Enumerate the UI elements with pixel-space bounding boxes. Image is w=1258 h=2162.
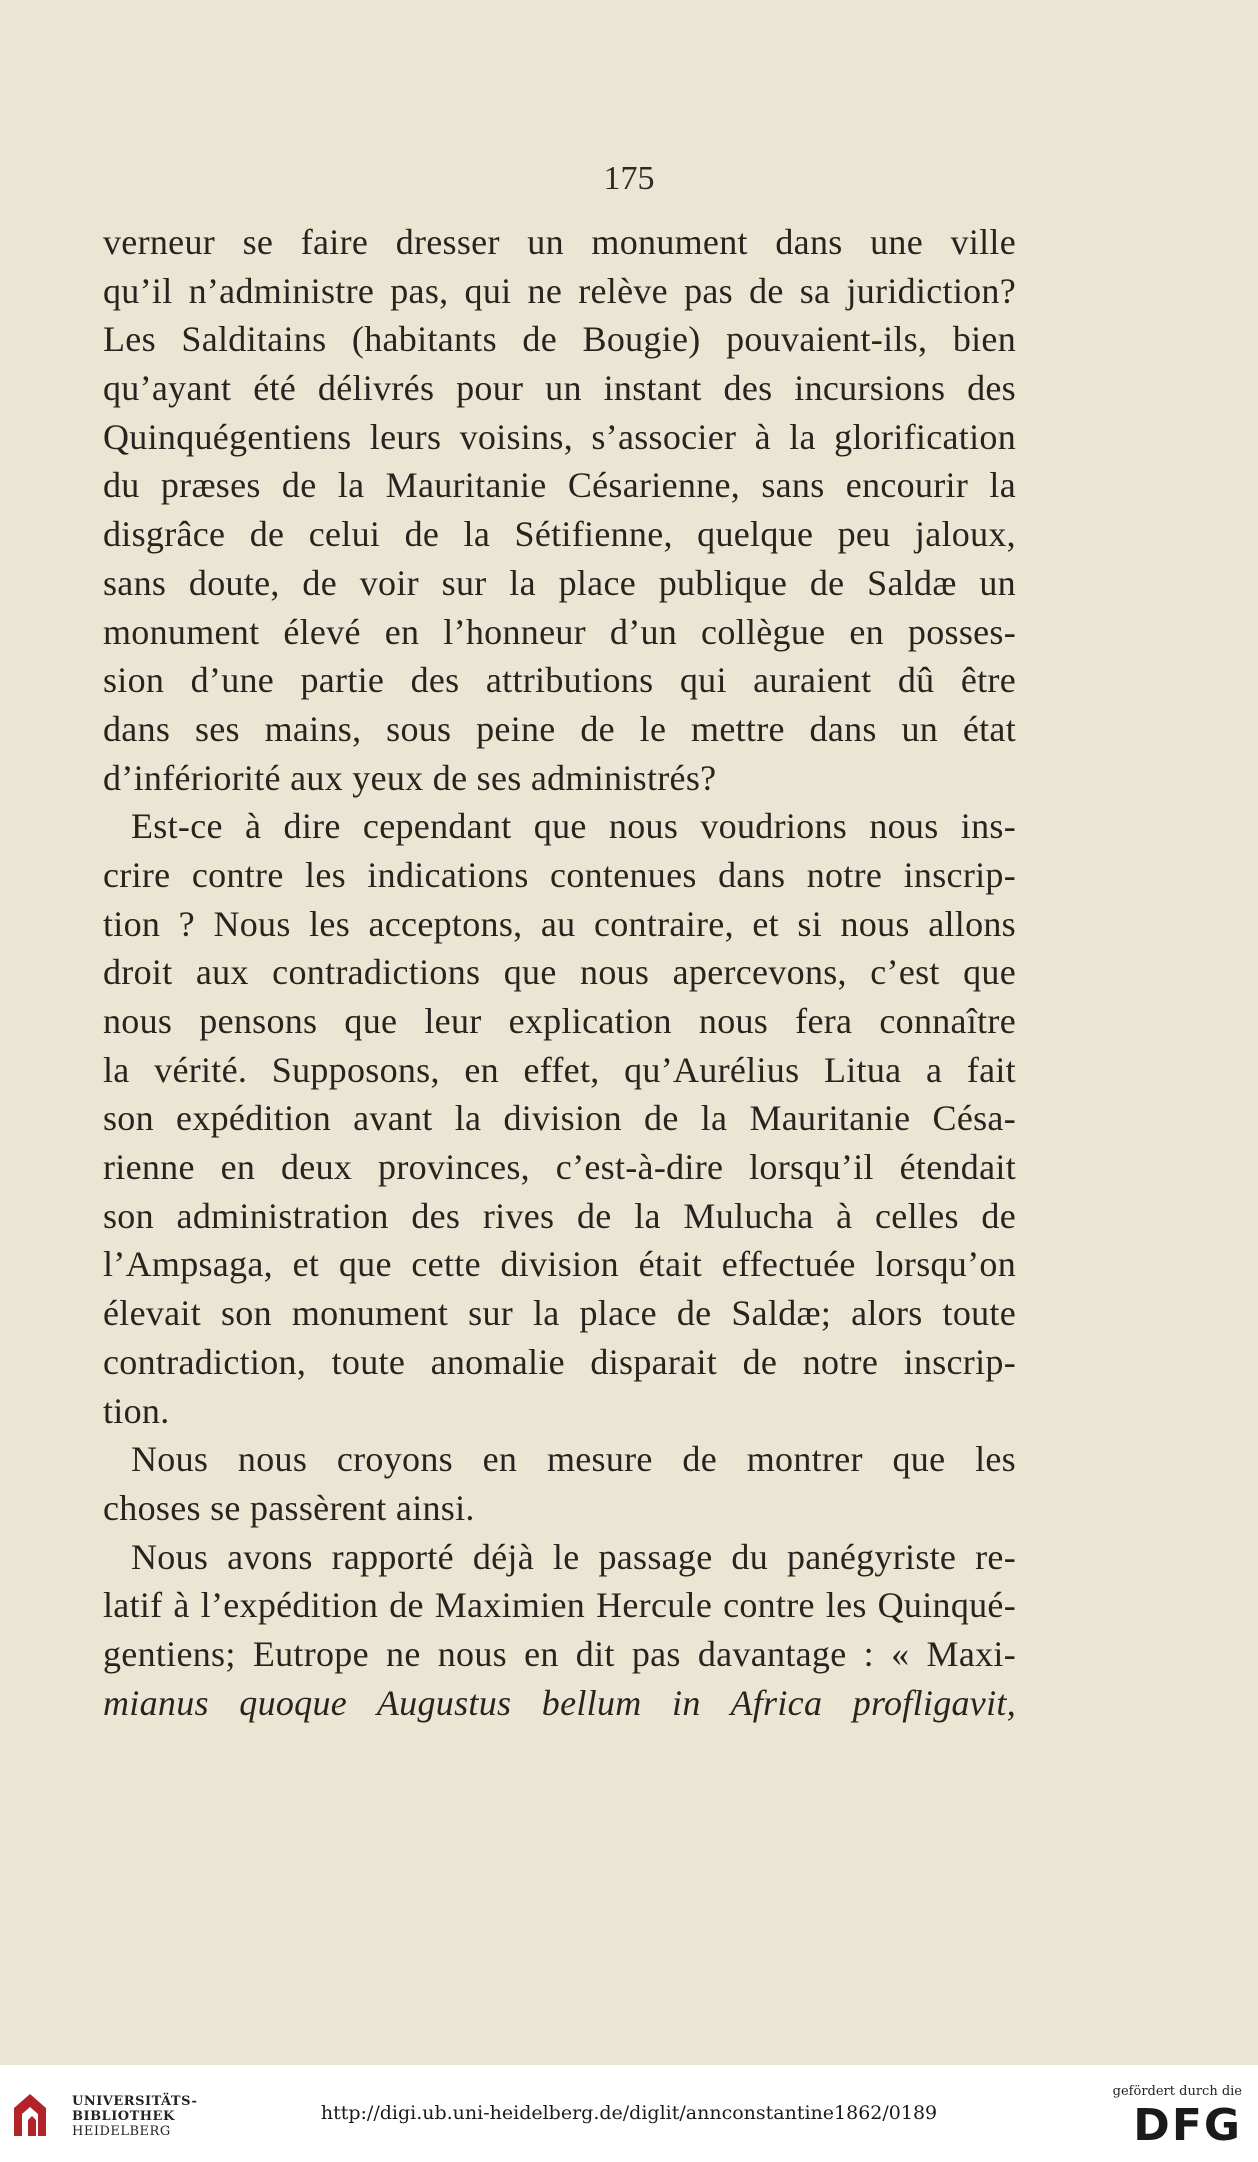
text-line: gentiens; Eutrope ne nous en dit pas davantage : « Maxi-	[103, 1633, 1016, 1674]
text-line: Est-ce à dire cependant que nous voudrions nous ins-	[131, 806, 1016, 847]
body-text	[103, 218, 1016, 1727]
text-line: crire contre les indications contenues dans notre inscrip-	[103, 854, 1016, 895]
text-line: élevait son monument sur la place de Saldæ; alors toute	[103, 1293, 1016, 1334]
text-line: Nous nous croyons en mesure de montrer que les	[131, 1439, 1016, 1480]
text-line: son administration des rives de la Mulucha à celles de	[103, 1195, 1016, 1236]
text-line: tion ? Nous les acceptons, au contraire, et si nous allons	[103, 903, 1016, 944]
text-line: Nous avons rapporté déjà le passage du panégyriste re-	[131, 1536, 1016, 1577]
source-url-link[interactable]: http://digi.ub.uni-heidelberg.de/diglit/annconstantine1862/0189	[320, 2102, 938, 2124]
text-line: choses se passèrent ainsi.	[103, 1487, 475, 1528]
text-line: latif à l’expédition de Maximien Hercule contre les Quinqué-	[103, 1585, 1016, 1626]
text-line: Les Salditains (habitants de Bougie) pouvaient-ils, bien	[103, 319, 1016, 360]
text-line: l’Ampsaga, et que cette division était effectuée lorsqu’on	[103, 1244, 1016, 1285]
library-name-line: HEIDELBERG	[72, 2124, 171, 2139]
text-line: mianus quoque Augustus bellum in Africa profligavit,	[103, 1682, 1016, 1723]
text-line: disgrâce de celui de la Sétifienne, quelque peu jaloux,	[103, 514, 1016, 555]
text-line: sans doute, de voir sur la place publique de Saldæ un	[103, 562, 1016, 603]
funder-caption: gefördert durch die	[1112, 2084, 1242, 2099]
funder-logo: DFG	[1133, 2100, 1242, 2151]
library-name-line: UNIVERSITÄTS-	[72, 2094, 198, 2109]
text-line: droit aux contradictions que nous apercevons, c’est que	[103, 952, 1016, 993]
text-line: qu’ayant été délivrés pour un instant des incursions des	[103, 368, 1016, 409]
text-line: d’infériorité aux yeux de ses administrés?	[103, 757, 717, 798]
text-line: verneur se faire dresser un monument dans une ville	[103, 222, 1016, 262]
text-line: tion.	[103, 1390, 170, 1431]
text-line: du præses de la Mauritanie Césarienne, sans encourir la	[103, 465, 1016, 506]
page-number: 175	[603, 160, 655, 197]
text-line: sion d’une partie des attributions qui auraient dû être	[103, 660, 1016, 701]
text-line: monument élevé en l’honneur d’un collègue en posses-	[103, 611, 1016, 652]
text-line: la vérité. Supposons, en effet, qu’Aurélius Litua a fait	[103, 1049, 1016, 1090]
text-line: dans ses mains, sous peine de le mettre dans un état	[103, 708, 1016, 749]
text-line: Quinquégentiens leurs voisins, s’associer à la glorification	[103, 416, 1016, 457]
text-line: nous pensons que leur explication nous fera connaître	[103, 1001, 1016, 1041]
text-line: son expédition avant la division de la Mauritanie Césa-	[103, 1098, 1016, 1139]
text-line: contradiction, toute anomalie disparait de notre inscrip-	[103, 1341, 1016, 1382]
text-line: qu’il n’administre pas, qui ne relève pas de sa juridiction?	[103, 270, 1016, 311]
library-name-line: BIBLIOTHEK	[72, 2109, 175, 2124]
text-line: rienne en deux provinces, c’est-à-dire lorsqu’il étendait	[103, 1147, 1016, 1188]
